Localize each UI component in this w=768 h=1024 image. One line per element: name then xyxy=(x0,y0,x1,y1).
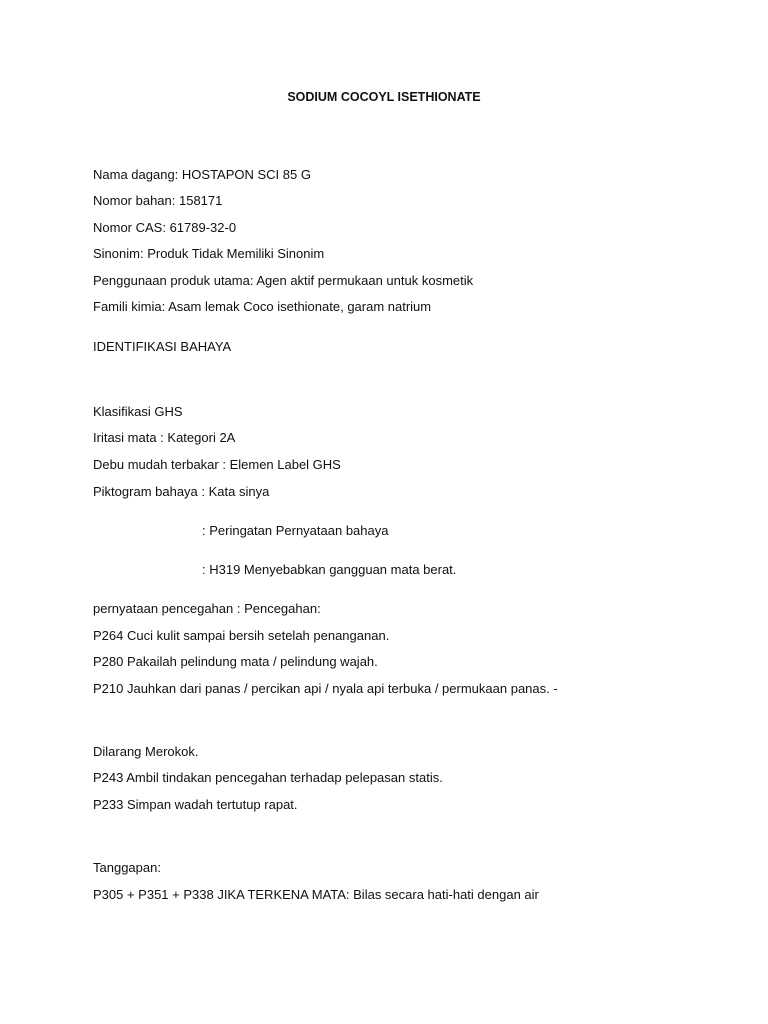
response-p305: P305 + P351 + P338 JIKA TERKENA MATA: Bilas secara hati-hati dengan air xyxy=(93,887,539,902)
no-smoking: Dilarang Merokok. xyxy=(93,744,199,759)
precaution-p243: P243 Ambil tindakan pencegahan terhadap pelepasan statis. xyxy=(93,770,443,785)
chemical-family: Famili kimia: Asam lemak Coco isethionate, garam natrium xyxy=(93,299,432,314)
cas-number: Nomor CAS: 61789-32-0 xyxy=(93,220,237,235)
signal-word: : Peringatan Pernyataan bahaya xyxy=(202,523,389,538)
document-title: SODIUM COCOYL ISETHIONATE xyxy=(287,90,481,104)
combustible-dust: Debu mudah terbakar : Elemen Label GHS xyxy=(93,457,341,472)
main-use: Penggunaan produk utama: Agen aktif permukaan untuk kosmetik xyxy=(93,273,474,288)
ghs-classification: Klasifikasi GHS xyxy=(93,404,183,419)
trade-name: Nama dagang: HOSTAPON SCI 85 G xyxy=(93,167,311,182)
material-number: Nomor bahan: 158171 xyxy=(93,193,223,208)
precaution-heading: pernyataan pencegahan : Pencegahan: xyxy=(93,601,321,616)
eye-irritation: Iritasi mata : Kategori 2A xyxy=(93,430,236,445)
section-heading-hazard: IDENTIFIKASI BAHAYA xyxy=(93,339,232,354)
precaution-p210: P210 Jauhkan dari panas / percikan api / nyala api terbuka / permukaan panas. - xyxy=(93,681,558,696)
synonym: Sinonim: Produk Tidak Memiliki Sinonim xyxy=(93,246,325,261)
precaution-p280: P280 Pakailah pelindung mata / pelindung wajah. xyxy=(93,654,378,669)
precaution-p264: P264 Cuci kulit sampai bersih setelah penanganan. xyxy=(93,628,390,643)
hazard-statement: : H319 Menyebabkan gangguan mata berat. xyxy=(202,562,457,577)
hazard-pictogram: Piktogram bahaya : Kata sinya xyxy=(93,484,270,499)
response-heading: Tanggapan: xyxy=(93,860,161,875)
precaution-p233: P233 Simpan wadah tertutup rapat. xyxy=(93,797,298,812)
